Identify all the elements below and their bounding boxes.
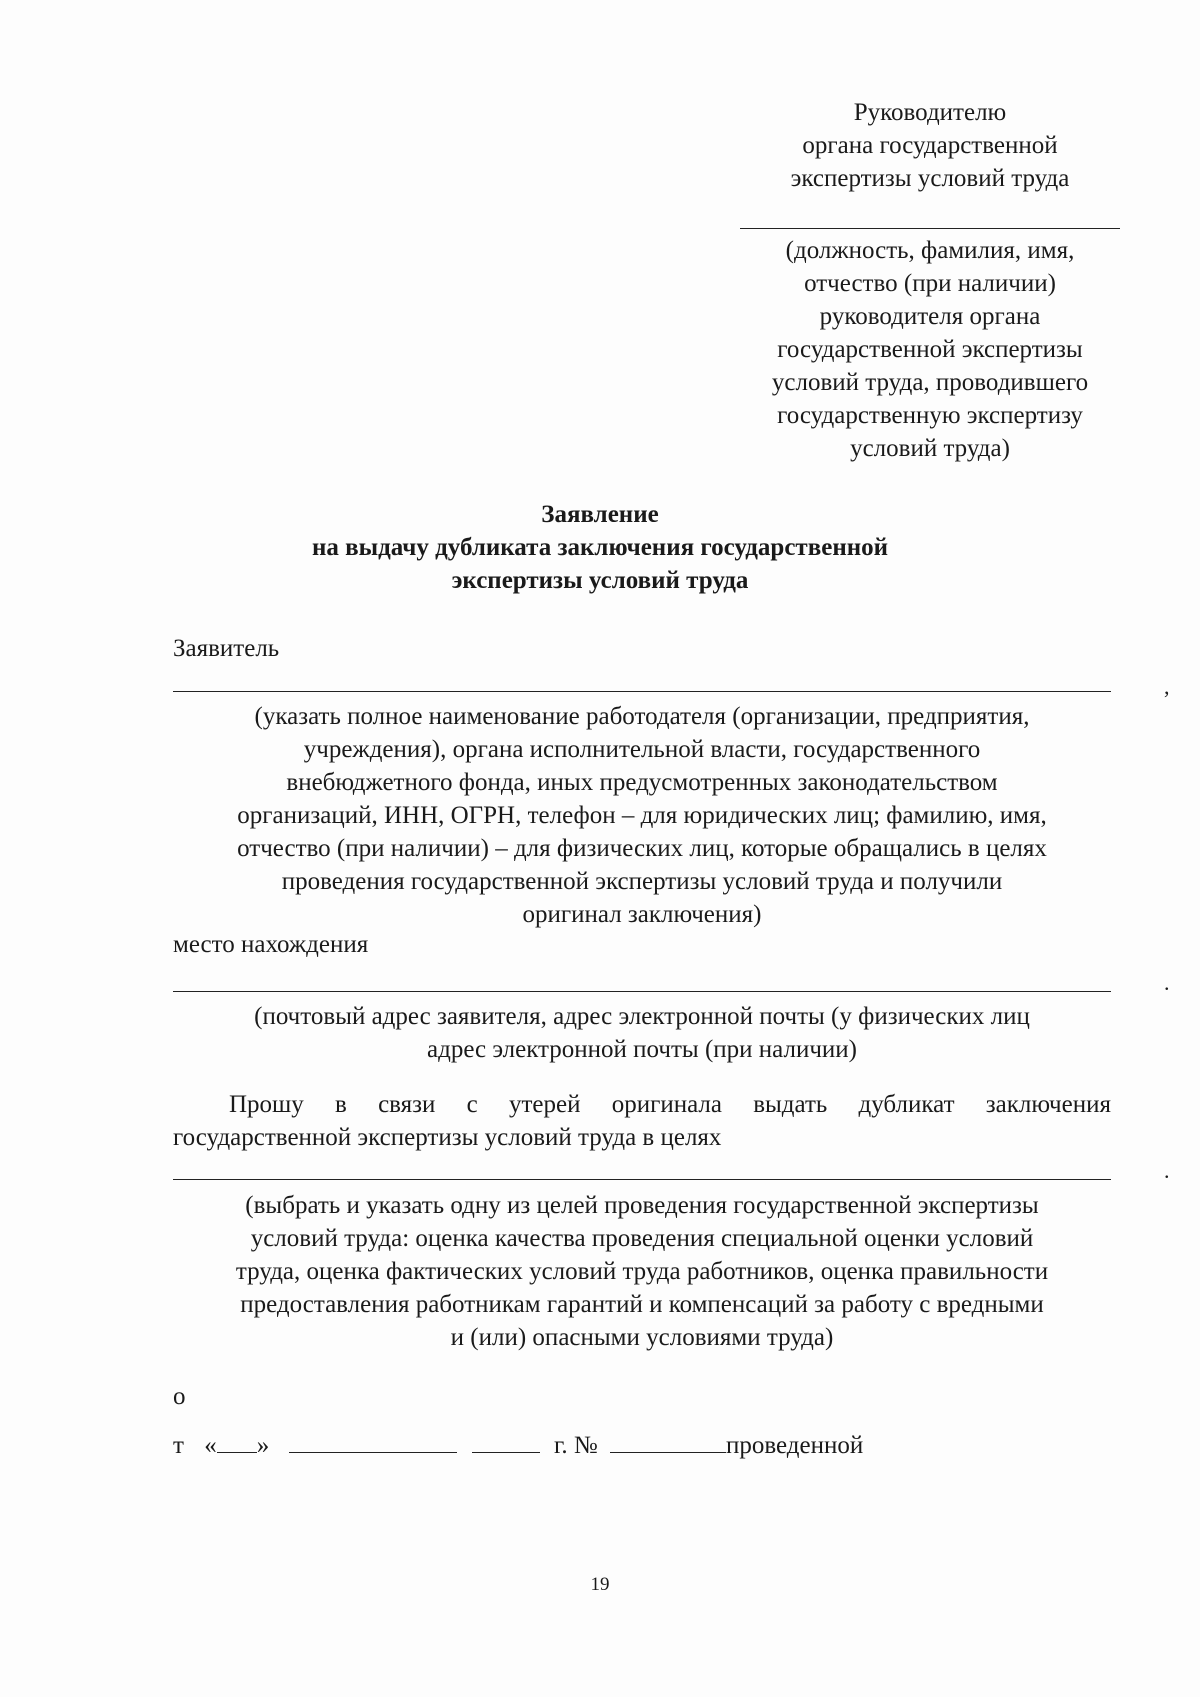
day-blank[interactable] bbox=[217, 1428, 257, 1453]
open-quote: « bbox=[204, 1432, 217, 1459]
caption-line: учреждения), органа исполнительной власти, государственного bbox=[303, 736, 981, 763]
year-blank[interactable] bbox=[472, 1428, 540, 1453]
request-line: Прошу в связи с утерей оригинала выдать дубликат заключения bbox=[229, 1091, 1111, 1118]
caption-line: руководителя органа bbox=[819, 303, 1041, 330]
addressee-fill-line bbox=[740, 228, 1120, 229]
caption-line: организаций, ИНН, ОГРН, телефон – для юридических лиц; фамилию, имя, bbox=[237, 802, 1047, 829]
caption-line: (почтовый адрес заявителя, адрес электронной почты (у физических лиц bbox=[254, 1003, 1030, 1030]
addressee-caption bbox=[740, 234, 1120, 465]
location-label: место нахождения bbox=[173, 931, 369, 958]
request-trailing-mark: . bbox=[1164, 1158, 1170, 1183]
request-fill-line bbox=[173, 1179, 1111, 1180]
title-line: экспертизы условий труда bbox=[451, 567, 749, 594]
row-prefix: т bbox=[173, 1432, 184, 1459]
caption-line: условий труда) bbox=[850, 435, 1010, 462]
caption-line: отчество (при наличии) bbox=[804, 270, 1056, 297]
addressee-line: экспертизы условий труда bbox=[790, 165, 1070, 192]
stray-letter: о bbox=[173, 1383, 186, 1410]
addressee-line: органа государственной bbox=[802, 132, 1058, 159]
caption-line: адрес электронной почты (при наличии) bbox=[427, 1036, 857, 1063]
title-line: на выдачу дубликата заключения государственной bbox=[311, 534, 889, 561]
caption-line: государственную экспертизу bbox=[777, 402, 1083, 429]
page-number: 19 bbox=[590, 1574, 610, 1595]
caption-line: условий труда: оценка качества проведения специальной оценки условий bbox=[250, 1225, 1034, 1252]
request-line: государственной экспертизы условий труда в целях bbox=[173, 1124, 722, 1151]
trailing-word: проведенной bbox=[725, 1432, 864, 1459]
caption-line: проведения государственной экспертизы условий труда и получили bbox=[281, 868, 1003, 895]
number-blank[interactable] bbox=[610, 1428, 726, 1453]
close-quote: » bbox=[256, 1432, 270, 1459]
applicant-caption bbox=[173, 700, 1111, 931]
date-number-row bbox=[173, 1428, 863, 1462]
caption-line: предоставления работникам гарантий и компенсаций за работу с вредными bbox=[240, 1291, 1044, 1318]
location-trailing-mark: . bbox=[1164, 970, 1170, 995]
caption-line: (должность, фамилия, имя, bbox=[785, 237, 1075, 264]
caption-line: труда, оценка фактических условий труда работников, оценка правильности bbox=[235, 1258, 1049, 1285]
caption-line: оригинал заключения) bbox=[522, 901, 762, 928]
applicant-trailing-mark: , bbox=[1164, 674, 1170, 699]
request-paragraph bbox=[173, 1088, 1111, 1154]
applicant-fill-line bbox=[173, 691, 1111, 692]
addressee-block bbox=[740, 96, 1120, 195]
caption-line: отчество (при наличии) – для физических лиц, которые обращались в целях bbox=[237, 835, 1047, 862]
month-blank[interactable] bbox=[289, 1428, 457, 1453]
title-line: Заявление bbox=[541, 501, 659, 528]
location-fill-line bbox=[173, 991, 1111, 992]
caption-line: (указать полное наименование работодателя (организации, предприятия, bbox=[254, 703, 1030, 730]
document-title bbox=[220, 498, 980, 597]
caption-line: государственной экспертизы bbox=[777, 336, 1083, 363]
caption-line: (выбрать и указать одну из целей проведения государственной экспертизы bbox=[245, 1192, 1039, 1219]
year-number-label: г. № bbox=[553, 1432, 598, 1459]
location-caption bbox=[173, 1000, 1111, 1066]
request-caption bbox=[173, 1189, 1111, 1354]
applicant-label: Заявитель bbox=[173, 635, 280, 662]
caption-line: и (или) опасными условиями труда) bbox=[450, 1324, 834, 1351]
addressee-line: Руководителю bbox=[853, 99, 1007, 126]
caption-line: условий труда, проводившего bbox=[771, 369, 1089, 396]
caption-line: внебюджетного фонда, иных предусмотренных законодательством bbox=[286, 769, 998, 796]
